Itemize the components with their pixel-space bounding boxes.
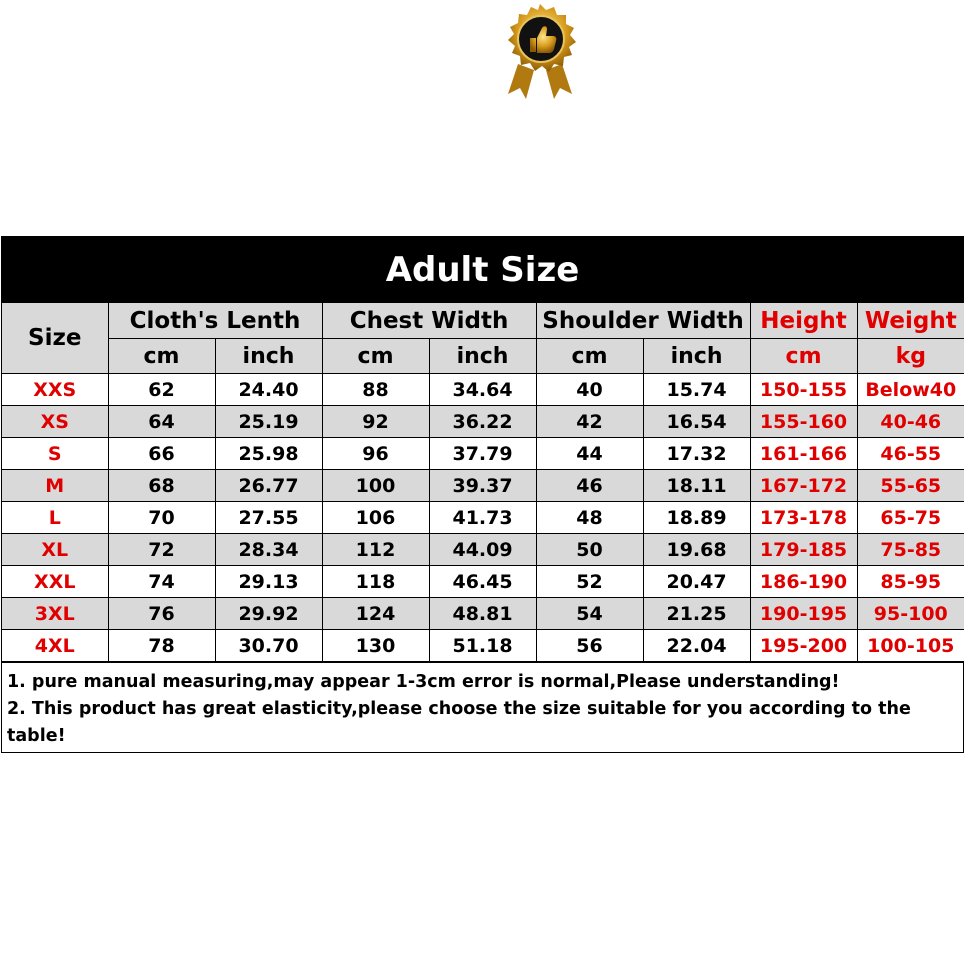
table-cell: 173-178 [750, 502, 857, 534]
notes [2, 662, 963, 752]
header-height: Height [750, 303, 857, 339]
header-weight: Weight [857, 303, 964, 339]
header-shoulder-width: Shoulder Width [536, 303, 750, 339]
table-cell: 37.79 [429, 438, 536, 470]
table-cell: 54 [536, 598, 643, 630]
table-cell: 124 [322, 598, 429, 630]
table-row [2, 470, 964, 502]
table-cell: 18.11 [643, 470, 750, 502]
size-label-cell: M [2, 470, 108, 502]
table-cell: 36.22 [429, 406, 536, 438]
group-header-row [2, 303, 964, 339]
size-label-cell: XL [2, 534, 108, 566]
table-cell: Below40 [857, 374, 964, 406]
table-cell: 39.37 [429, 470, 536, 502]
size-label-cell: XXS [2, 374, 108, 406]
table-cell: 62 [108, 374, 215, 406]
table-cell: 186-190 [750, 566, 857, 598]
header-chest-width: Chest Width [322, 303, 536, 339]
table-cell: 30.70 [215, 630, 322, 662]
table-cell: 46.45 [429, 566, 536, 598]
table-cell: 55-65 [857, 470, 964, 502]
size-table [2, 303, 964, 662]
table-cell: 48.81 [429, 598, 536, 630]
size-label-cell: XS [2, 406, 108, 438]
table-cell: 44 [536, 438, 643, 470]
unit-header: inch [215, 339, 322, 374]
table-row [2, 630, 964, 662]
table-cell: 190-195 [750, 598, 857, 630]
quality-badge-icon [490, 2, 590, 100]
note-1: 1. pure manual measuring,may appear 1-3cm error is normal,Please understanding! [7, 672, 840, 692]
table-cell: 85-95 [857, 566, 964, 598]
table-cell: 92 [322, 406, 429, 438]
table-cell: 56 [536, 630, 643, 662]
table-cell: 18.89 [643, 502, 750, 534]
table-cell: 25.98 [215, 438, 322, 470]
table-cell: 52 [536, 566, 643, 598]
table-cell: 17.32 [643, 438, 750, 470]
table-cell: 19.68 [643, 534, 750, 566]
table-cell: 41.73 [429, 502, 536, 534]
unit-header: cm [536, 339, 643, 374]
table-cell: 29.92 [215, 598, 322, 630]
table-cell: 29.13 [215, 566, 322, 598]
table-cell: 78 [108, 630, 215, 662]
size-label-cell: S [2, 438, 108, 470]
table-cell: 68 [108, 470, 215, 502]
table-cell: 15.74 [643, 374, 750, 406]
size-table-body [2, 374, 964, 662]
table-cell: 88 [322, 374, 429, 406]
table-cell: 40 [536, 374, 643, 406]
table-cell: 66 [108, 438, 215, 470]
table-cell: 74 [108, 566, 215, 598]
note-2: 2. This product has great elasticity,please choose the size suitable for you according to the table! [7, 699, 911, 746]
table-cell: 112 [322, 534, 429, 566]
size-label-cell: XXL [2, 566, 108, 598]
table-cell: 27.55 [215, 502, 322, 534]
table-cell: 22.04 [643, 630, 750, 662]
table-cell: 100 [322, 470, 429, 502]
header-cloth-length: Cloth's Lenth [108, 303, 322, 339]
table-cell: 161-166 [750, 438, 857, 470]
table-cell: 95-100 [857, 598, 964, 630]
table-cell: 46-55 [857, 438, 964, 470]
table-cell: 100-105 [857, 630, 964, 662]
table-row [2, 534, 964, 566]
table-cell: 50 [536, 534, 643, 566]
table-cell: 16.54 [643, 406, 750, 438]
table-cell: 24.40 [215, 374, 322, 406]
table-cell: 21.25 [643, 598, 750, 630]
table-cell: 150-155 [750, 374, 857, 406]
table-cell: 65-75 [857, 502, 964, 534]
table-cell: 26.77 [215, 470, 322, 502]
table-cell: 28.34 [215, 534, 322, 566]
table-cell: 40-46 [857, 406, 964, 438]
table-row [2, 374, 964, 406]
unit-header: cm [750, 339, 857, 374]
table-cell: 118 [322, 566, 429, 598]
table-cell: 167-172 [750, 470, 857, 502]
unit-header: inch [643, 339, 750, 374]
size-label-cell: L [2, 502, 108, 534]
table-cell: 20.47 [643, 566, 750, 598]
unit-header-row [2, 339, 964, 374]
table-cell: 155-160 [750, 406, 857, 438]
table-row [2, 438, 964, 470]
table-cell: 34.64 [429, 374, 536, 406]
table-cell: 195-200 [750, 630, 857, 662]
table-cell: 96 [322, 438, 429, 470]
table-cell: 106 [322, 502, 429, 534]
unit-header: kg [857, 339, 964, 374]
table-cell: 42 [536, 406, 643, 438]
unit-header: inch [429, 339, 536, 374]
table-row [2, 406, 964, 438]
size-label-cell: 3XL [2, 598, 108, 630]
table-cell: 48 [536, 502, 643, 534]
chart-title: Adult Size [2, 237, 963, 303]
table-cell: 179-185 [750, 534, 857, 566]
table-cell: 44.09 [429, 534, 536, 566]
size-label-cell: 4XL [2, 630, 108, 662]
size-header: Size [2, 303, 108, 374]
table-row [2, 566, 964, 598]
table-row [2, 502, 964, 534]
table-cell: 130 [322, 630, 429, 662]
size-chart [1, 236, 964, 753]
table-cell: 72 [108, 534, 215, 566]
table-cell: 25.19 [215, 406, 322, 438]
table-cell: 75-85 [857, 534, 964, 566]
table-cell: 51.18 [429, 630, 536, 662]
table-cell: 64 [108, 406, 215, 438]
table-cell: 76 [108, 598, 215, 630]
table-row [2, 598, 964, 630]
unit-header: cm [108, 339, 215, 374]
unit-header: cm [322, 339, 429, 374]
table-cell: 70 [108, 502, 215, 534]
table-cell: 46 [536, 470, 643, 502]
